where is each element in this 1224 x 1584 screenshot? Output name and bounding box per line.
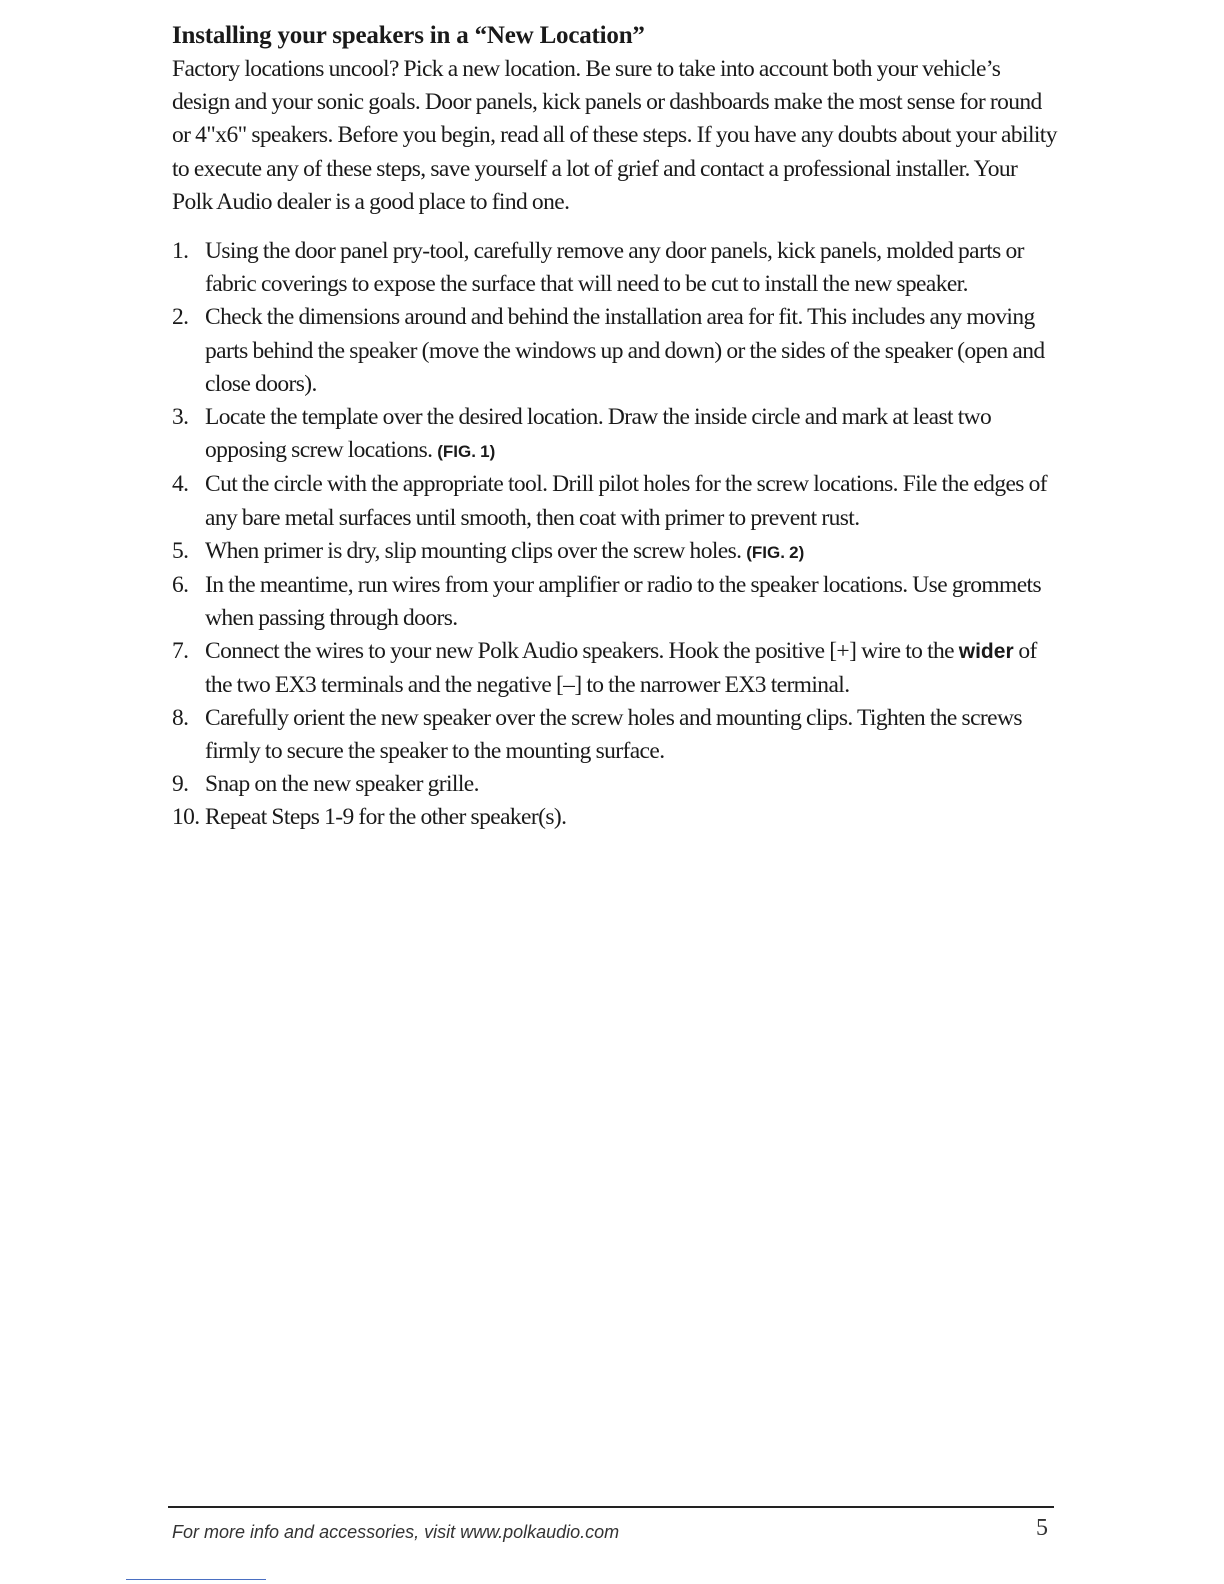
step-text: Cut the circle with the appropriate tool. Drill pilot holes for the screw locations. File the edges of any bare metal surfaces until smooth, then coat with primer to prevent rust. xyxy=(205,471,1047,531)
step-item xyxy=(172,401,1057,468)
step-text: Check the dimensions around and behind the installation area for fit. This includes any moving parts behind the speaker (move the windows up and down) or the sides of the speaker (open and close doors). xyxy=(205,304,1045,397)
section-heading: Installing your speakers in a “New Location” xyxy=(172,22,645,49)
figure-reference: (FIG. 2) xyxy=(746,542,805,562)
emphasized-word: wider xyxy=(958,640,1014,664)
step-text: Using the door panel pry-tool, carefully remove any door panels, kick panels, molded parts or fabric coverings to expose the surface that will need to be cut to install the new speaker. xyxy=(205,238,1024,298)
step-item xyxy=(172,801,1057,834)
figure-reference: (FIG. 1) xyxy=(437,442,496,462)
step-item xyxy=(172,569,1057,635)
step-item xyxy=(172,301,1057,401)
step-text: Locate the template over the desired location. Draw the inside circle and mark at least two opposing screw locations. xyxy=(205,404,992,464)
intro-paragraph: Factory locations uncool? Pick a new location. Be sure to take into account both your vehicle’s design and your sonic goals. Door panels, kick panels or dashboards make the most sense for round or 4"x6" speakers. Before you begin, read all of these steps. If you have any doubts about your ability to execute any of these steps, save yourself a lot of grief and contact a professional installer. Your Polk Audio dealer is a good place to find one. xyxy=(172,56,1057,215)
scan-edge-line xyxy=(126,1579,266,1580)
step-text: Carefully orient the new speaker over the screw holes and mounting clips. Tighten the screws firmly to secure the speaker to the mounting surface. xyxy=(205,704,1022,765)
installation-steps xyxy=(172,235,1057,835)
step-item xyxy=(172,535,1057,569)
page-number: 5 xyxy=(1036,1515,1048,1541)
step-number: 7. xyxy=(172,638,189,665)
step-item xyxy=(172,468,1057,534)
step-text: of the two EX3 terminals and the negative [–] to the narrower EX3 terminal. xyxy=(205,638,1037,698)
step-item xyxy=(172,768,1057,801)
step-text: Repeat Steps 1-9 for the other speaker(s). xyxy=(205,804,567,831)
step-item xyxy=(172,702,1057,768)
step-number: 4. xyxy=(172,471,189,498)
step-text: Snap on the new speaker grille. xyxy=(205,771,479,798)
footer-text: For more info and accessories, visit www.polkaudio.com xyxy=(172,1522,620,1542)
step-number: 2. xyxy=(172,304,189,331)
footer-divider xyxy=(168,1506,1054,1508)
step-number: 8. xyxy=(172,704,189,731)
step-number: 6. xyxy=(172,572,189,599)
step-number: 1. xyxy=(172,238,189,264)
step-number: 5. xyxy=(172,537,189,564)
step-text: Connect the wires to your new Polk Audio speakers. Hook the positive [+] wire to the xyxy=(205,638,954,665)
step-number: 9. xyxy=(172,771,189,798)
step-number: 3. xyxy=(172,404,189,431)
step-text: In the meantime, run wires from your amplifier or radio to the speaker locations. Use grommets when passing through doors. xyxy=(205,572,1042,632)
step-item xyxy=(172,635,1057,701)
step-number: 10. xyxy=(172,804,200,831)
step-text: When primer is dry, slip mounting clips over the screw holes. xyxy=(205,537,742,564)
step-item xyxy=(172,235,1057,301)
